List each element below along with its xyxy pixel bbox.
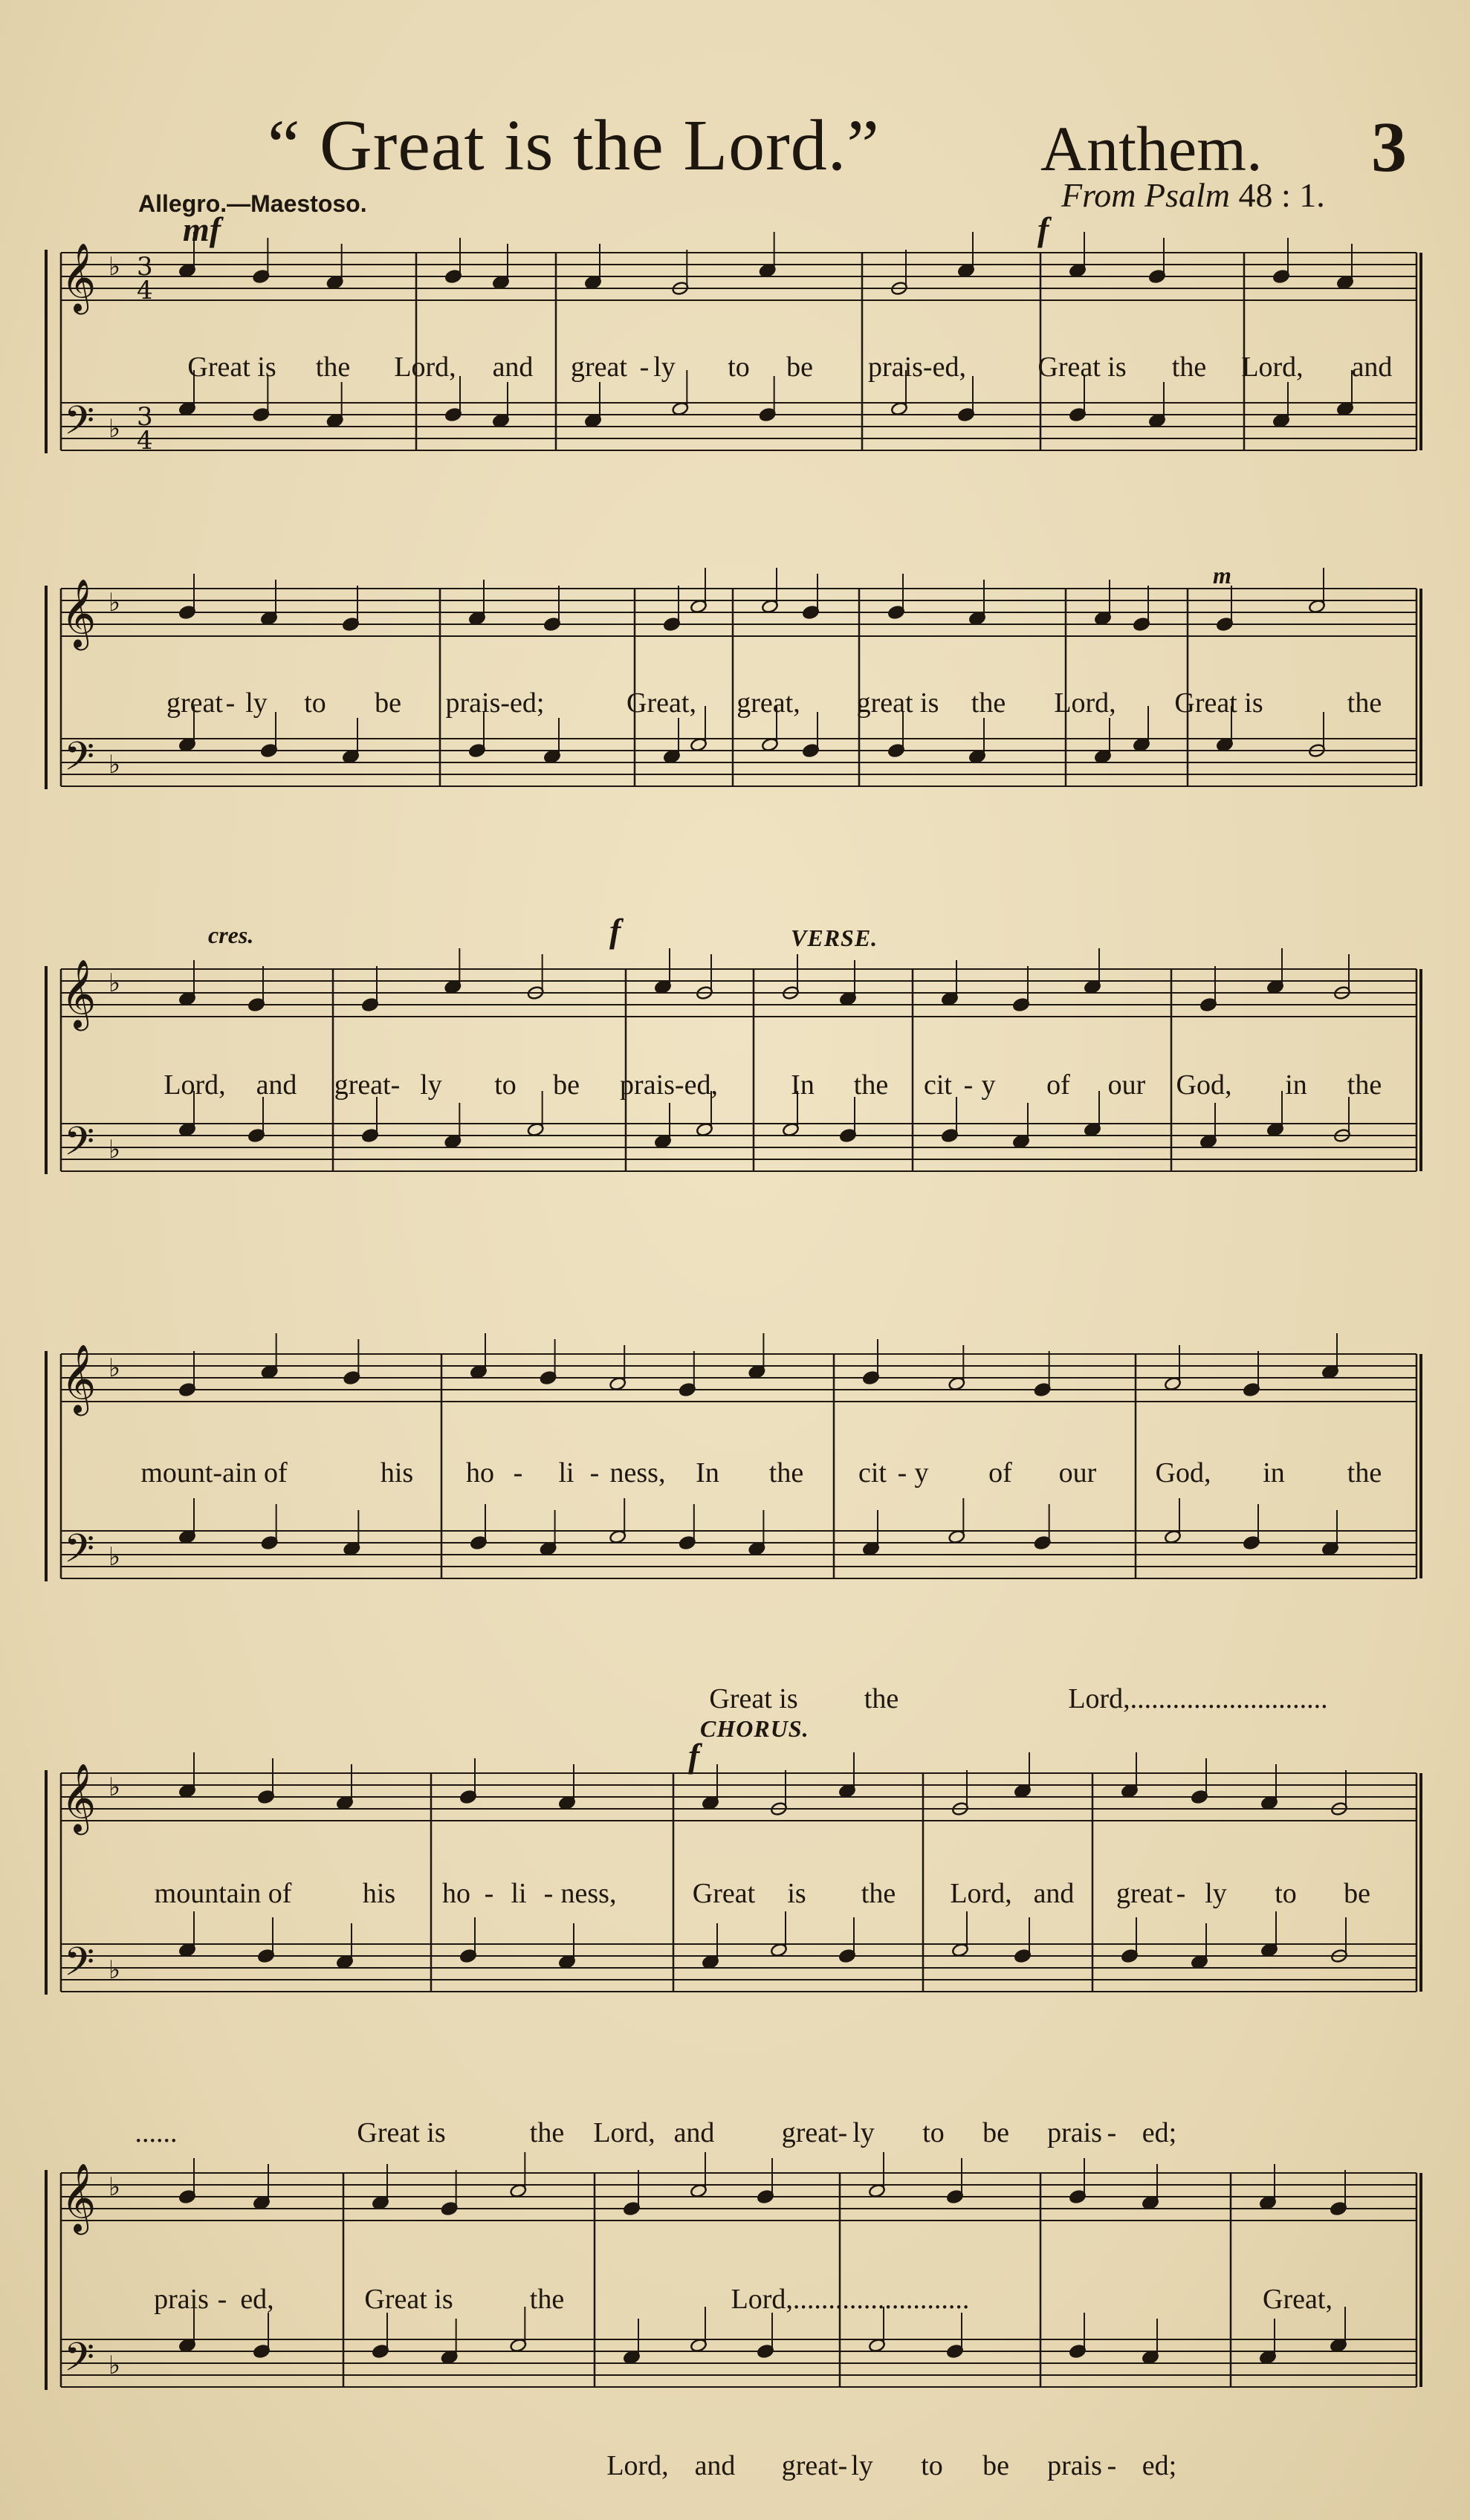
lyric-syllable: ly — [653, 352, 676, 383]
treble-clef-icon: 𝄞 — [61, 2163, 97, 2232]
lyric-syllable: prais — [1047, 2117, 1102, 2148]
lyric-syllable: the — [971, 687, 1006, 719]
lyric-syllable: Lord, — [1054, 687, 1116, 719]
lyric-syllable: be — [1344, 1878, 1370, 1909]
lyric-syllable: and — [256, 1069, 297, 1101]
lyric-syllable: great is — [856, 687, 939, 719]
flat-key-signature-icon: ♭ — [109, 1955, 121, 1985]
clefs — [61, 242, 153, 2390]
lyric-syllable: prais — [154, 2284, 209, 2315]
lyric-syllable: Great, — [626, 687, 696, 719]
lyric-syllable: - — [217, 2284, 227, 2315]
lyric-syllable: - — [513, 1457, 523, 1489]
treble-clef-icon: 𝄞 — [61, 578, 97, 647]
lyric-syllable: - — [484, 1878, 494, 1909]
page-number: 3 — [1371, 107, 1407, 187]
time-signature-bottom: 4 — [137, 426, 153, 456]
lyric-line-6-below — [0, 2449, 1470, 2494]
flat-key-signature-icon: ♭ — [109, 1135, 121, 1165]
lyric-syllable: prais-ed, — [620, 1069, 718, 1101]
lyric-syllable: - — [639, 352, 650, 383]
lyric-line-6-above — [0, 2116, 1470, 2161]
lyric-syllable: In — [791, 1069, 815, 1101]
lyric-syllable: li — [511, 1878, 527, 1909]
lyric-syllable: his — [380, 1457, 414, 1489]
bass-clef-icon: 𝄢 — [64, 2335, 95, 2390]
lyric-syllable: li — [558, 1457, 574, 1489]
lyric-syllable: Lord,............................ — [1068, 1683, 1328, 1714]
dynamic-forte-2: f — [609, 912, 621, 950]
anthem-title: “ Great is the Lord.” — [268, 106, 880, 186]
lyric-syllable: of — [1046, 1069, 1070, 1101]
lyric-syllable: Lord, — [593, 2117, 655, 2148]
lyric-syllable: our — [1107, 1069, 1146, 1101]
lyric-syllable: the — [1347, 1069, 1382, 1101]
flat-key-signature-icon: ♭ — [109, 588, 121, 618]
lyric-syllable: mount-ain of — [140, 1457, 288, 1489]
lyric-syllable: God, — [1155, 1457, 1211, 1489]
lyric-syllable: ly — [420, 1069, 442, 1101]
flat-key-signature-icon: ♭ — [109, 2351, 121, 2380]
lyric-syllable: - — [1176, 1878, 1186, 1909]
dynamic-m: m — [1213, 562, 1231, 589]
lyric-line-1 — [0, 351, 1470, 395]
dynamic-forte: f — [1037, 210, 1049, 248]
treble-clef-icon: 𝄞 — [61, 1344, 97, 1413]
lyric-syllable: cit — [924, 1069, 952, 1101]
lyric-line-4 — [0, 1457, 1470, 1501]
lyric-syllable: - — [897, 1457, 907, 1489]
lyric-syllable: Great is — [1174, 687, 1263, 719]
lyric-line-2 — [0, 687, 1470, 731]
lyric-syllable: great- — [781, 2450, 848, 2481]
lyric-syllable: prais-ed, — [868, 352, 966, 383]
lyric-syllable: great, — [736, 687, 800, 719]
lyric-syllable: great — [571, 352, 627, 383]
lyric-syllable: Great, — [1263, 2284, 1333, 2315]
flat-key-signature-icon: ♭ — [109, 1353, 121, 1383]
lyric-syllable: ed; — [1142, 2117, 1177, 2148]
lyric-syllable: ...... — [135, 2117, 178, 2148]
lyric-syllable: ed; — [1142, 2450, 1177, 2481]
note-heads — [178, 232, 1354, 2365]
lyric-syllable: the — [529, 2117, 565, 2148]
lyric-syllable: in — [1285, 1069, 1307, 1101]
lyric-syllable: God, — [1176, 1069, 1232, 1101]
flat-key-signature-icon: ♭ — [109, 414, 121, 444]
lyric-syllable: in — [1263, 1457, 1285, 1489]
treble-clef-icon: 𝄞 — [61, 242, 97, 311]
lyric-syllable: y — [914, 1457, 929, 1489]
lyric-syllable: and — [1033, 1878, 1075, 1909]
lyric-syllable: and — [694, 2450, 736, 2481]
lyric-syllable: to — [1275, 1878, 1297, 1909]
lyric-syllable: - — [1107, 2450, 1117, 2481]
lyric-syllable: prais-ed; — [445, 687, 545, 719]
bass-clef-icon: 𝄢 — [64, 734, 95, 789]
lyric-syllable: prais — [1047, 2450, 1102, 2481]
lyric-syllable: - — [963, 1069, 974, 1101]
lyric-syllable: be — [982, 2450, 1009, 2481]
dynamic-crescendo: cres. — [208, 921, 254, 948]
flat-key-signature-icon: ♭ — [109, 1542, 121, 1572]
lyric-syllable: Lord, — [950, 1878, 1012, 1909]
flat-key-signature-icon: ♭ — [109, 750, 121, 780]
lyric-syllable: of — [988, 1457, 1012, 1489]
lyric-syllable: the — [864, 1683, 899, 1714]
lyric-syllable: ed, — [240, 2284, 274, 2315]
lyric-syllable: Great — [692, 1878, 756, 1909]
time-signature-top: 3 — [137, 402, 153, 432]
lyric-line-5 — [0, 1877, 1470, 1922]
staff-lines — [46, 250, 1421, 2390]
lyric-syllable: Great is — [187, 352, 276, 383]
lyric-line-3 — [0, 1069, 1470, 1113]
lyric-syllable: ho — [466, 1457, 494, 1489]
lyric-line-5-above — [0, 1682, 1470, 1727]
bass-clef-icon: 𝄢 — [64, 1940, 95, 1995]
lyric-syllable: ly — [851, 2450, 873, 2481]
lyric-syllable: the — [1347, 687, 1382, 719]
lyric-syllable: great- — [781, 2117, 848, 2148]
lyric-syllable: Lord,......................... — [731, 2284, 970, 2315]
bass-clef-icon: 𝄢 — [64, 398, 95, 453]
lyric-syllable: great — [166, 687, 223, 719]
lyric-syllable: to — [494, 1069, 517, 1101]
lyric-syllable: - — [543, 1878, 554, 1909]
lyric-syllable: Lord, — [1241, 352, 1304, 383]
lyric-syllable: great- — [334, 1069, 401, 1101]
lyric-syllable: cit — [858, 1457, 887, 1489]
lyric-syllable: be — [375, 687, 401, 719]
lyric-syllable: Lord, — [394, 352, 456, 383]
verse-label: VERSE. — [791, 924, 878, 951]
lyric-syllable: y — [981, 1069, 996, 1101]
lyric-syllable: ness, — [560, 1878, 617, 1909]
lyric-syllable: our — [1058, 1457, 1097, 1489]
lyric-syllable: and — [492, 352, 534, 383]
lyric-syllable: be — [786, 352, 813, 383]
lyric-syllable: mountain of — [154, 1878, 292, 1909]
lyric-syllable: is — [787, 1878, 806, 1909]
treble-clef-icon: 𝄞 — [61, 959, 97, 1028]
lyric-syllable: the — [768, 1457, 804, 1489]
source-reference: 48 : 1. — [1238, 176, 1325, 214]
time-signature-bottom: 4 — [137, 276, 153, 305]
lyric-syllable: Great is — [1037, 352, 1127, 383]
lyric-syllable: ho — [442, 1878, 470, 1909]
lyric-line-6 — [0, 2283, 1470, 2328]
lyric-syllable: his — [362, 1878, 396, 1909]
lyric-syllable: to — [921, 2450, 943, 2481]
flat-key-signature-icon: ♭ — [109, 968, 121, 998]
lyric-syllable: Great is — [357, 2117, 446, 2148]
lyric-syllable: - — [589, 1457, 600, 1489]
bass-clef-icon: 𝄢 — [64, 1119, 95, 1174]
lyric-syllable: great — [1116, 1878, 1173, 1909]
lyric-syllable: ly — [245, 687, 268, 719]
lyric-syllable: Great is — [709, 1683, 798, 1714]
lyric-syllable: Lord, — [163, 1069, 226, 1101]
genre-label: Anthem. — [1040, 113, 1263, 184]
tempo-marking: Allegro.—Maestoso. — [138, 190, 367, 217]
lyric-syllable: the — [1171, 352, 1207, 383]
flat-key-signature-icon: ♭ — [109, 1772, 121, 1802]
lyric-syllable: ness, — [609, 1457, 666, 1489]
lyric-syllable: be — [553, 1069, 580, 1101]
lyric-syllable: to — [922, 2117, 945, 2148]
lyric-syllable: Lord, — [606, 2450, 669, 2481]
flat-key-signature-icon: ♭ — [109, 2172, 121, 2202]
lyric-syllable: the — [861, 1878, 896, 1909]
lyric-syllable: In — [696, 1457, 719, 1489]
lyric-syllable: and — [1351, 352, 1393, 383]
chorus-label: CHORUS. — [700, 1715, 809, 1742]
lyric-syllable: ly — [852, 2117, 875, 2148]
lyric-syllable: - — [1107, 2117, 1117, 2148]
lyric-syllable: the — [315, 352, 351, 383]
lyric-syllable: the — [529, 2284, 565, 2315]
lyric-syllable: the — [853, 1069, 889, 1101]
time-signature-top: 3 — [137, 252, 153, 282]
bass-clef-icon: 𝄢 — [64, 1526, 95, 1581]
lyric-syllable: to — [728, 352, 750, 383]
lyric-syllable: Great is — [364, 2284, 453, 2315]
flat-key-signature-icon: ♭ — [109, 252, 121, 282]
lyric-syllable: ly — [1205, 1878, 1227, 1909]
lyric-syllable: - — [225, 687, 236, 719]
lyric-syllable: the — [1347, 1457, 1382, 1489]
dynamic-forte-3: f — [688, 1737, 700, 1775]
source-label: From Psalm — [1061, 176, 1231, 214]
lyric-syllable: to — [304, 687, 326, 719]
dynamic-mf: mf — [183, 210, 221, 248]
lyric-syllable: be — [982, 2117, 1009, 2148]
treble-clef-icon: 𝄞 — [61, 1763, 97, 1832]
lyric-syllable: and — [673, 2117, 715, 2148]
